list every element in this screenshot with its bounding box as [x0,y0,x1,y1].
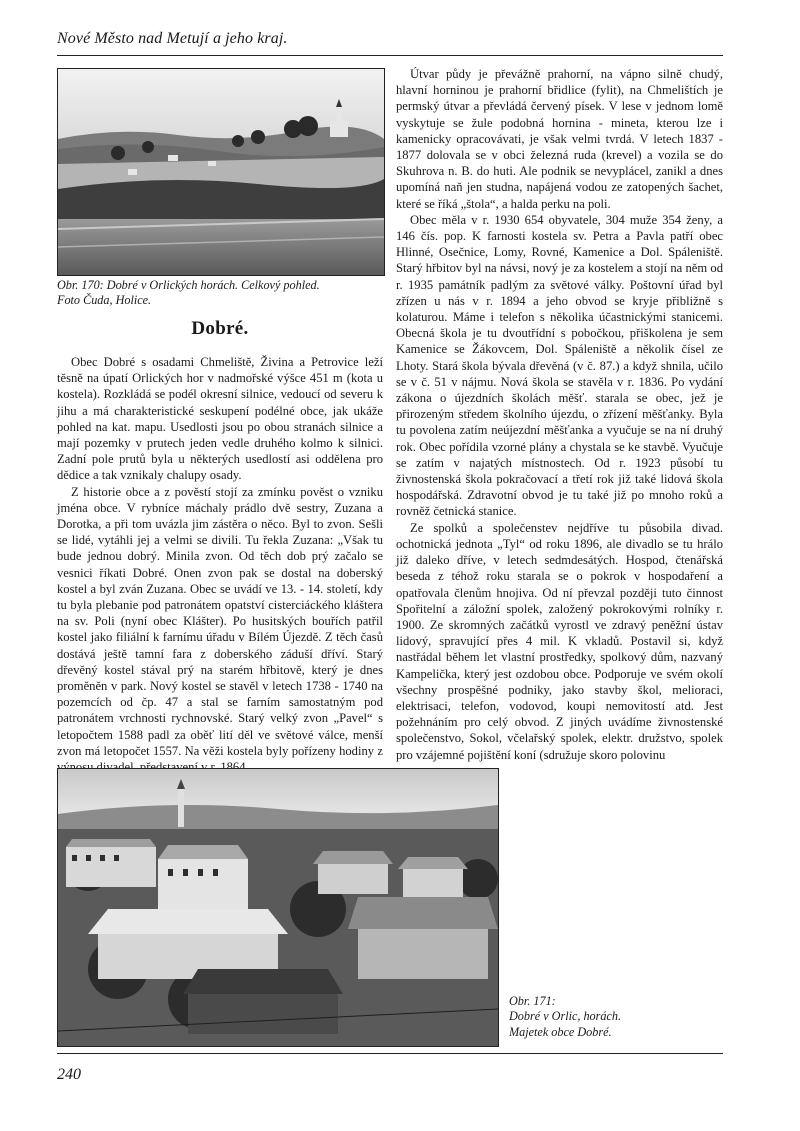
figure-171-photo [57,768,499,1047]
figure-170-photo [57,68,385,276]
paragraph: Z historie obce a z pověstí stojí za zmínku pověst o vzniku jména obce. V rybníce máchaly prádlo dvě sestry, Zuzana a Dorotka, a při tom uvázla jim zástěra o něco. Byl to zvon. Sešli se lidé, vytáhli jej a velmi se divili. Tu řekla Zuzana: „Však tu bude jednou dobrý. Minila zvon. Od těch dob prý začalo se vesnici říkati Dobré. Onen zvon pak se dostal na doberský kostel a byl zván Zuzana. Obec se uvádí ve 13. - 14. století, kdy tu byla plebanie pod patronátem opatství cisterciáckého kláštera na sv. Poli (nyní obec Klášter). Po husitských bouřích patřil kostel jako filiální k farnímu úřadu v Bílém Újezdě. Z těch časů dostává ještě tamní fara z doberského záduší dříví. Starý dřevěný kostel stával prý na starém hřbitově, který je dnes proměněn v park. Nový kostel se stavěl v letech 1738 - 1740 na pozemcích od čp. 47 a stal se farním samostatným pod patronátem vrchnosti rychnovské. Starý velký zvon „Pavel“ s letopočtem 1588 padl za oběť lití děl ve světové válce, menší zvon má letopočet 1557. Na věži kostela byly pořízeny hodiny z [57,484,383,758]
figure-171-caption [509,994,723,1040]
section-title: Dobré. [191,318,249,339]
header-rule [57,55,723,56]
footer-rule [57,1053,723,1054]
paragraph: Útvar půdy je převážně prahorní, na vápno silně chudý, hlavní horninou je prahorní břidlice (fylit), na Chmelištích je permský útvar a převládá červený písek. V lese v jednom lomě vyskytuje se žule podobná hornina - mineta, kterou lze i kamenicky opracovávati, je však velmi tvrdá. V letech 1837 - 1877 dolovala se v obci železná ruda (krevel) a vozila se do Skuhrova n. B. do huti. Ale podnik se nevyplácel, zanikl a dnes upomíná naň jen studna, napájená vodou ze zatopených šachet, které se říká „štola“, a halda perku na poli. [396,67,723,211]
left-text-column [57,354,383,775]
right-text-column [396,66,723,763]
caption-line: Foto Čuda, Holice. [57,293,152,308]
caption-line: Obr. 170: Dobré v Orlických horách. Celkový pohled. [57,278,320,292]
page-number: 240 [57,1066,81,1083]
caption-line: Majetek obce Dobré. [509,1024,612,1039]
figure-170-caption [57,278,383,309]
paragraph: Obec měla v r. 1930 654 obyvatele, 304 muže 354 ženy, a 146 čís. pop. K farnosti kostela sv. Petra a Pavla patří obec Hlinné, Osečnice, Lomy, Rovné, Kamenice a Dol. Spáleniště. Starý hřbitov byl na návsi, nový je za kostelem a stojí na něm od r. 1935 památník padlým za světové války. Poštovní úřad byl zřízen u nás v r. 1894 a jeho obvod se kryje přibližně s kolaturou. Máme i telefon s několika účastnickými stanicemi. Obecná škola je tu dvoutřídní s pobočkou, přiškolena je sem Kamenice se Žákovcem, Dol. Spáleniště a několik čísel ze Lhoty. Stará škola bývala dřevěná (v č. 87.) a když shnila, učilo se v č. 51 v nájmu. Nová škola se stavěla v r. 1836. Po vydání zákona o újezdních školách měšť. starala se obec, jež je přirozeným středem školního újezdu, o zřízení měšťanky. Byla tu povolena zatím neújezdní měšťanka a vyučuje se na ní druhý rok. Obec pořídila vzorné plány a chystala se ke stavbě. Vyučuje se zatím v najatých místnostech. Od r. 1923 působí tu živnostenská škola pokračovací a třetí rok již také lidová škola hospodářská. Zdravotní obvod je tu také již po mnoho roků a rovněž četnická stanice. [396,212,723,519]
paragraph: Obec Dobré s osadami Chmeliště, Živina a Petrovice leží těsně na úpatí Orlických hor v nadmořské výšce 451 m (kota u kostela). Rozkládá se podél okresní silnice, vedoucí od severu k jihu a má charakteristické seskupení podélné obce, jak ukáže pohled na kat. mapu. Usedlosti jsou po obou stranách silnice a mají pozemky v prutech jeden vedle druhého kolmo k silnici. Zadní pole prutů byla u některých usedlostí asi oddělena pro dědice a tak vznikaly chalupy osady. [57,355,383,483]
village-photo-image [58,769,498,1046]
caption-line: Obr. 171: [509,994,556,1008]
landscape-photo-image [58,69,384,275]
caption-line: Dobré v Orlic, horách. [509,1009,622,1024]
paragraph: Ze spolků a společenstev nejdříve tu působila divad. ochotnická jednota „Tyl“ od roku 1896, ale divadlo se tu hrálo již daleko dříve, v letech sedmdesátých. Hospod, čtenářská beseda z téhož roku starala se o pokrok v hospodaření a opatřovala členům hnojiva. Od ní převzal později tuto činnost Spořitelní a záložní spolek, založený pokrokovými rolníky r. 1900. Ze skromných začátků vyrostl ve zdravý peněžní ústav lidový, spravující přes 4 mil. K vkladů. Postavil si, když nastřádal během let vlastní prostředky, spolkový dům, nazvaný Kampelička, který jest ozdobou obce. Podporuje ve svém okolí všechny prospěšné podniky, jako stavby škol, melioraci, elektrisaci, telefon, vodovod, koupi nemovitostí atd. Jest požehnáním pro celý obvod. Z jiných uvádíme živnostenské společenstvo, Sokol, včelařský spolek, elektr. družstvo, spolek pro vzájemné pojištění koní (sdružuje skoro polovinu [396,520,723,762]
running-header: Nové Město nad Metují a jeho kraj. [57,30,288,47]
